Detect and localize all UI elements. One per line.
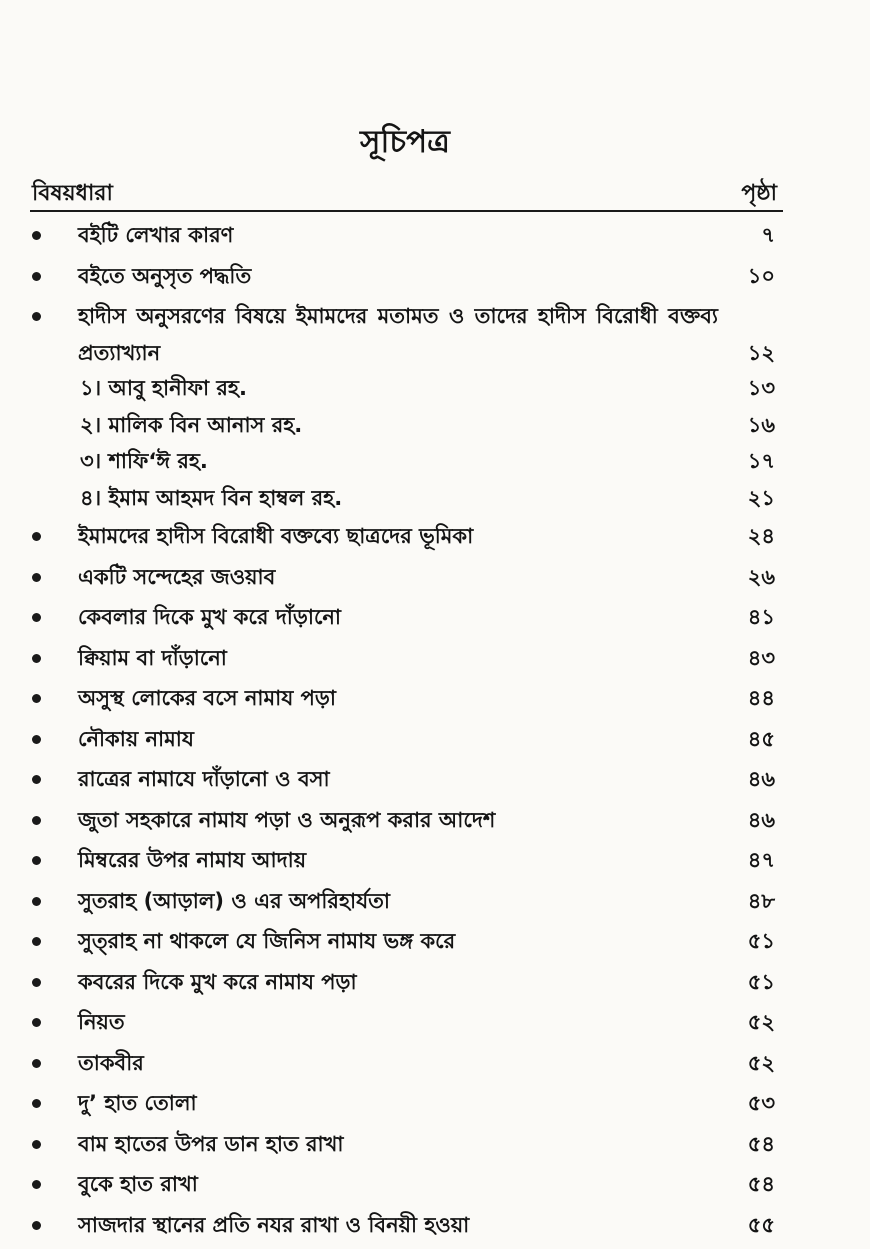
toc-entry [30, 800, 783, 841]
toc-entry [30, 1043, 783, 1084]
entry-page: ৪৮ [747, 888, 775, 913]
toc-entry [30, 1002, 783, 1043]
entry-title: সাজদার স্থানের প্রতি নযর রাখা ও বিনয়ী হওয়া [78, 1212, 470, 1237]
entry-page: ৫৪ [747, 1131, 775, 1156]
entry-page: ৫২ [747, 1050, 775, 1075]
entry-page: ১০ [747, 263, 775, 288]
toc-entry [30, 1083, 783, 1124]
entry-title: ৩। শাফি‘ঈ রহ. [80, 449, 208, 473]
toc-entry [30, 719, 783, 760]
topic-column-label: বিষয়ধারা [32, 181, 113, 206]
entry-title: তাকবীর [78, 1050, 144, 1075]
bullet-icon [32, 312, 41, 321]
toc-entry [30, 921, 783, 962]
entry-page: ২৬ [747, 564, 775, 589]
toc-subentry [30, 480, 783, 517]
toc-entry [30, 296, 783, 370]
entry-page: ২১ [747, 485, 775, 510]
bullet-icon [32, 775, 41, 784]
entry-title: বাম হাতের উপর ডান হাত রাখা [78, 1131, 344, 1156]
page-title: সূচিপত্র [360, 124, 450, 160]
bullet-icon [32, 1099, 41, 1108]
entry-page: ৪৬ [747, 767, 775, 791]
entry-title: নৌকায় নামায [78, 726, 194, 751]
entry-title: ইমামদের হাদীস বিরোধী বক্তব্যে ছাত্রদের ভূমিকা [78, 524, 474, 548]
entry-page: ৫৩ [747, 1091, 775, 1115]
toc-entry [30, 1124, 783, 1165]
entry-title: সুত্‌রাহ না থাকলে যে জিনিস নামায ভঙ্গ করে [78, 929, 456, 953]
bullet-icon [32, 1180, 41, 1189]
entry-title: অসুস্থ লোকের বসে নামায পড়া [78, 686, 336, 710]
bullet-icon [32, 1140, 41, 1149]
entry-page: ৪৪ [747, 686, 775, 710]
bullet-icon [32, 694, 41, 703]
entry-title: বুকে হাত রাখা [78, 1172, 198, 1196]
toc-entry [30, 638, 783, 679]
bullet-icon [32, 856, 41, 865]
bullet-icon [32, 573, 41, 582]
toc-entry [30, 881, 783, 922]
entry-page: ৫৪ [747, 1172, 775, 1196]
toc-entry [30, 1205, 783, 1246]
toc-entry [30, 256, 783, 297]
toc-entry [30, 678, 783, 719]
toc-subentry [30, 443, 783, 480]
entry-title: ২। মালিক বিন আনাস রহ. [80, 412, 303, 437]
entry-page: ৪৫ [747, 726, 775, 751]
entry-page: ১৬ [747, 412, 775, 437]
toc-entry [30, 1164, 783, 1205]
bullet-icon [32, 735, 41, 744]
toc-entry [30, 759, 783, 800]
toc-header [30, 176, 783, 212]
bullet-icon [32, 1059, 41, 1068]
entry-page: ৪৬ [747, 807, 775, 832]
bullet-icon [32, 897, 41, 906]
entry-title: মিম্বরের উপর নামায আদায় [78, 848, 307, 872]
bullet-icon [32, 1221, 41, 1230]
toc-subentry [30, 370, 783, 407]
toc-entry [30, 516, 783, 557]
entry-title: সুতরাহ (আড়াল) ও এর অপরিহার্যতা [78, 888, 391, 913]
bullet-icon [32, 978, 41, 987]
entry-page: ১৩ [747, 376, 775, 400]
entry-page: ৪৭ [747, 848, 775, 872]
table-of-contents [30, 215, 783, 1245]
toc-entry [30, 962, 783, 1003]
bullet-icon [32, 1018, 41, 1027]
entry-page: ৫৫ [747, 1212, 775, 1237]
bullet-icon [32, 937, 41, 946]
entry-title: হাদীস অনুসরণের বিষয়ে ইমামদের মতামত ও তাদের হাদীস বিরোধী বক্তব্য প্রত্যাখ্যান [78, 304, 718, 365]
entry-title: কবরের দিকে মুখ করে নামায পড়া [78, 969, 357, 994]
toc-entry [30, 840, 783, 881]
entry-page: ১২ [747, 341, 775, 365]
entry-title: বইটি লেখার কারণ [78, 223, 234, 247]
entry-title: বইতে অনুসৃত পদ্ধতি [78, 263, 252, 288]
entry-title: ১। আবু হানীফা রহ. [80, 376, 247, 400]
entry-page: ২৪ [747, 524, 775, 548]
toc-subentry [30, 407, 783, 444]
entry-page: ৫১ [747, 929, 775, 953]
entry-title: কেবলার দিকে মুখ করে দাঁড়ানো [78, 605, 342, 629]
entry-title: ৪। ইমাম আহমদ বিন হাম্বল রহ. [80, 485, 343, 510]
entry-title: রাত্রের নামাযে দাঁড়ানো ও বসা [78, 767, 330, 791]
page-column-label: পৃষ্ঠা [741, 181, 777, 206]
entry-page: ৭ [761, 223, 775, 247]
bullet-icon [32, 532, 41, 541]
toc-entry [30, 597, 783, 638]
bullet-icon [32, 816, 41, 825]
entry-title: একটি সন্দেহের জওয়াব [78, 564, 276, 589]
toc-entry [30, 215, 783, 256]
entry-title: নিয়ত [78, 1010, 125, 1034]
bullet-icon [32, 231, 41, 240]
entry-title: জুতা সহকারে নামায পড়া ও অনুরূপ করার আদেশ [78, 807, 496, 832]
entry-page: ৪১ [747, 605, 775, 629]
bullet-icon [32, 654, 41, 663]
entry-page: ১৭ [747, 449, 775, 473]
entry-page: ৫২ [747, 1010, 775, 1034]
entry-title: দু’ হাত তোলা [78, 1091, 197, 1115]
toc-entry [30, 557, 783, 598]
entry-page: ৪৩ [747, 645, 775, 670]
bullet-icon [32, 613, 41, 622]
entry-title: ক্বিয়াম বা দাঁড়ানো [78, 645, 227, 670]
entry-page: ৫১ [747, 969, 775, 994]
bullet-icon [32, 272, 41, 281]
